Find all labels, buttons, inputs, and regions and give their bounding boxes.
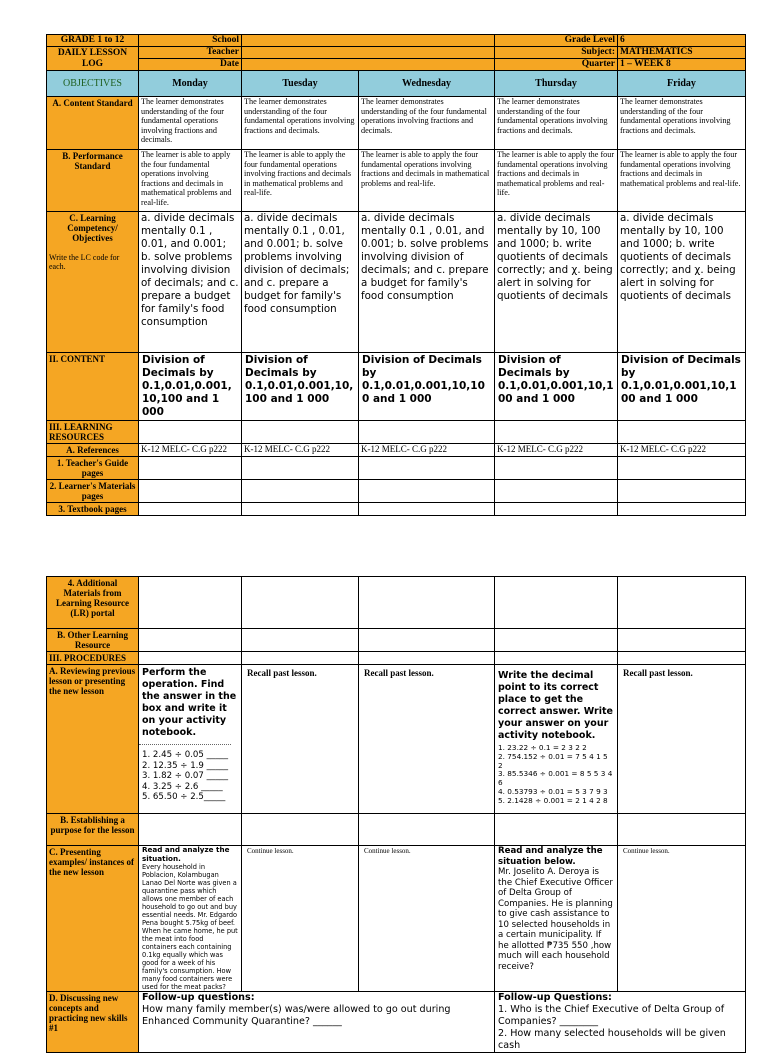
list-item: 4. 0.53793 ÷ 0.01 = 5 3 7 9 3	[498, 786, 608, 796]
tg-tue[interactable]	[242, 457, 359, 480]
thu-situation-text: Mr. Joselito A. Deroya is the Chief Executive Officer of Delta Group of Companies. He is planning to give cash assistance to 10 selected households in a certain municipality. If he allotted ₱735 550 ,how much will each household receive?	[498, 867, 613, 972]
subject-value[interactable]: MATHEMATICS	[618, 47, 746, 59]
other-tue[interactable]	[242, 629, 359, 652]
thu-review-instructions: Write the decimal point to its correct place to get the correct answer. Write your answer on your activity notebook.	[498, 670, 613, 741]
other-fri[interactable]	[618, 629, 746, 652]
resources-thu[interactable]	[495, 421, 618, 444]
presenting-label: C. Presenting examples/ instances of the new lesson	[47, 846, 139, 992]
proc-fri[interactable]	[618, 652, 746, 665]
resources-label: III. LEARNING RESOURCES	[47, 421, 139, 444]
presenting-fri[interactable]: Continue lesson.	[618, 846, 746, 992]
add-tue[interactable]	[242, 577, 359, 629]
add-fri[interactable]	[618, 577, 746, 629]
tb-tue[interactable]	[242, 503, 359, 516]
content-standard-label: A. Content Standard	[47, 97, 139, 150]
est-tue[interactable]	[242, 814, 359, 846]
content-wed[interactable]: Division of Decimals by 0.1,0.01,0.001,10,10 0 and 1 000	[359, 353, 495, 421]
content-standard-mon[interactable]: The learner demonstrates understanding of the four fundamental operations involving fractions and decimals.	[139, 97, 242, 150]
competency-note: Write the LC code for each.	[49, 253, 120, 271]
content-standard-fri[interactable]: The learner demonstrates understanding of the four fundamental operations involving fractions and decimals.	[618, 97, 746, 150]
add-thu[interactable]	[495, 577, 618, 629]
proc-wed[interactable]	[359, 652, 495, 665]
reviewing-wed[interactable]: Recall past lesson.	[359, 665, 495, 814]
discussing-mon[interactable]	[139, 992, 495, 1053]
mon-review-items	[139, 750, 241, 803]
textbook-pages-label: 3. Textbook pages	[47, 503, 139, 516]
mon-situation-text: Every household in Poblacion, Kolambugan Lanao Del Norte was given a quarantine pass which allows one member of each household to go out and buy essential needs. Mr. Edgardo Pena bought 5.75kg of beef. When he came home, he put the meat into food containers each containing 0.1kg equally which was good for a week of his family's consumption. How many food containers were used for the meat packs?	[142, 863, 238, 991]
content-tue[interactable]: Division of Decimals by 0.1,0.01,0.001,10, 100 and 1 000	[242, 353, 359, 421]
list-item: 1. 23.22 ÷ 0.1 = 2 3 2 2	[498, 743, 587, 752]
resources-fri[interactable]	[618, 421, 746, 444]
lesson-log-table-bottom	[46, 576, 746, 1053]
performance-standard-label: B. Performance Standard	[47, 150, 139, 212]
proc-thu[interactable]	[495, 652, 618, 665]
competency-thu[interactable]: a. divide decimals mentally by 10, 100 and 1000; b. write quotients of decimals correctly; and χ. being alert in solving for quotients of decimals	[495, 212, 618, 353]
teacher-label: Teacher	[139, 47, 242, 59]
est-fri[interactable]	[618, 814, 746, 846]
thu-followup-2: 2. How many selected households will be given cash	[498, 1028, 726, 1051]
other-wed[interactable]	[359, 629, 495, 652]
discussing-label: D. Discussing new concepts and practicing new skills #1	[47, 992, 139, 1053]
content-standard-tue[interactable]: The learner demonstrates understanding of the four fundamental operations involving fractions and decimals.	[242, 97, 359, 150]
thu-followup-1: 1. Who is the Chief Executive of Delta Group of Companies? ________	[498, 1004, 725, 1027]
grade-level-label: Grade Level	[495, 35, 618, 47]
competency-mon[interactable]: a. divide decimals mentally 0.1 , 0.01, and 0.001; b. solve problems involving division of decimals; and c. prepare a budget for family's food consumption	[139, 212, 242, 353]
proc-mon[interactable]	[139, 652, 242, 665]
teachers-guide-label: 1. Teacher's Guide pages	[47, 457, 139, 480]
discussing-thu[interactable]	[495, 992, 746, 1053]
list-item: 1. 2.45 ÷ 0.05 _____	[142, 750, 229, 760]
est-mon[interactable]	[139, 814, 242, 846]
date-label: Date	[139, 59, 242, 71]
references-label: A. References	[47, 444, 139, 457]
tg-thu[interactable]	[495, 457, 618, 480]
thu-situation-title: Read and analyze the situation below.	[498, 846, 603, 867]
competency-tue[interactable]: a. divide decimals mentally 0.1 , 0.01, and 0.001; b. solve problems involving division of decimals; and c. prepare a budget for family's food consumption	[242, 212, 359, 353]
reviewing-thu[interactable]	[495, 665, 618, 814]
additional-materials-label: 4. Additional Materials from Learning Resource (LR) portal	[47, 577, 139, 629]
teacher-value[interactable]	[242, 47, 495, 59]
lm-mon[interactable]	[139, 480, 242, 503]
day-monday: Monday	[139, 71, 242, 97]
list-item: 3. 85.5346 ÷ 0.001 = 8 5 5 3 4 6	[498, 769, 613, 788]
other-thu[interactable]	[495, 629, 618, 652]
tg-mon[interactable]	[139, 457, 242, 480]
presenting-tue[interactable]: Continue lesson.	[242, 846, 359, 992]
presenting-wed[interactable]: Continue lesson.	[359, 846, 495, 992]
reviewing-fri[interactable]: Recall past lesson.	[618, 665, 746, 814]
tb-wed[interactable]	[359, 503, 495, 516]
learners-materials-label: 2. Learner's Materials pages	[47, 480, 139, 503]
procedures-label: III. PROCEDURES	[47, 652, 139, 665]
day-thursday: Thursday	[495, 71, 618, 97]
quarter-label: Quarter	[495, 59, 618, 71]
add-mon[interactable]	[139, 577, 242, 629]
tg-wed[interactable]	[359, 457, 495, 480]
list-item: 3. 1.82 ÷ 0.07 _____	[142, 771, 229, 781]
school-label: School	[139, 35, 242, 47]
proc-tue[interactable]	[242, 652, 359, 665]
content-fri[interactable]: Division of Decimals by 0.1,0.01,0.001,10,1 00 and 1 000	[618, 353, 746, 421]
reference-wed[interactable]: K-12 MELC- C.G p222	[359, 444, 495, 457]
tb-thu[interactable]	[495, 503, 618, 516]
lesson-log-table-top	[46, 34, 746, 516]
other-mon[interactable]	[139, 629, 242, 652]
school-value[interactable]	[242, 35, 495, 47]
reference-thu[interactable]: K-12 MELC- C.G p222	[495, 444, 618, 457]
lm-thu[interactable]	[495, 480, 618, 503]
mon-followup-title: Follow-up questions:	[142, 992, 255, 1003]
list-item: 5. 65.50 ÷ 2.5_____	[142, 792, 226, 802]
tb-mon[interactable]	[139, 503, 242, 516]
establishing-label: B. Establishing a purpose for the lesson	[47, 814, 139, 846]
competency-wed[interactable]: a. divide decimals mentally 0.1 , 0.01, and 0.001; b. solve problems involving division of decimals; and c. prepare a budget for family's food consumption	[359, 212, 495, 353]
mon-situation-title: Read and analyze the situation.	[142, 845, 230, 863]
day-tuesday: Tuesday	[242, 71, 359, 97]
performance-standard-tue[interactable]: The learner is able to apply the four fundamental operations involving fractions and decimals in mathematical problems and real-life.	[242, 150, 359, 212]
add-wed[interactable]	[359, 577, 495, 629]
content-label: II. CONTENT	[47, 353, 139, 421]
thu-followup-title: Follow-up Questions:	[498, 992, 612, 1003]
performance-standard-fri[interactable]: The learner is able to apply the four fundamental operations involving fractions and decimals in mathematical problems and real-life.	[618, 150, 746, 212]
est-thu[interactable]	[495, 814, 618, 846]
lm-tue[interactable]	[242, 480, 359, 503]
reviewing-mon[interactable]	[139, 665, 242, 814]
subject-label: Subject:	[495, 47, 618, 59]
log-title: DAILY LESSON LOG	[47, 47, 139, 71]
content-mon[interactable]: Division of Decimals by 0.1,0.01,0.001, 10,100 and 1 000	[139, 353, 242, 421]
thu-review-items	[495, 744, 617, 806]
day-friday: Friday	[618, 71, 746, 97]
content-standard-thu[interactable]: The learner demonstrates understanding of the four fundamental operations involving fractions and decimals.	[495, 97, 618, 150]
list-item: 2. 754.152 ÷ 0.01 = 7 5 4 1 5 2	[498, 751, 608, 770]
quarter-value[interactable]: 1 – WEEK 8	[618, 59, 746, 71]
tb-fri[interactable]	[618, 503, 746, 516]
list-item: 5. 2.1428 ÷ 0.001 = 2 1 4 2 8	[498, 795, 608, 805]
grade-level-value[interactable]: 6	[618, 35, 746, 47]
lm-fri[interactable]	[618, 480, 746, 503]
mon-followup-text: How many family member(s) was/were allowed to go out during Enhanced Community Quarantine? ______	[142, 1004, 451, 1027]
day-wednesday: Wednesday	[359, 71, 495, 97]
other-resource-label: B. Other Learning Resource	[47, 629, 139, 652]
competency-label-cell	[47, 212, 139, 353]
list-item: 2. 12.35 ÷ 1.9 _____	[142, 760, 229, 771]
reference-mon[interactable]: K-12 MELC- C.G p222	[139, 444, 242, 457]
competency-label: C. Learning Competency/ Objectives	[67, 213, 118, 243]
est-wed[interactable]	[359, 814, 495, 846]
tg-fri[interactable]	[618, 457, 746, 480]
reference-tue[interactable]: K-12 MELC- C.G p222	[242, 444, 359, 457]
content-thu[interactable]: Division of Decimals by 0.1,0.01,0.001,10,1 00 and 1 000	[495, 353, 618, 421]
objectives-label: OBJECTIVES	[47, 71, 139, 97]
reference-fri[interactable]: K-12 MELC- C.G p222	[618, 444, 746, 457]
performance-standard-mon[interactable]: The learner is able to apply the four fundamental operations involving fractions and decimals in mathematical problems and real-life.	[139, 150, 242, 212]
performance-standard-thu[interactable]: The learner is able to apply the four fundamental operations involving fractions and decimals in mathematical problems and real-life.	[495, 150, 618, 212]
date-value[interactable]	[242, 59, 495, 71]
resources-wed[interactable]	[359, 421, 495, 444]
presenting-thu[interactable]	[495, 846, 618, 992]
lm-wed[interactable]	[359, 480, 495, 503]
presenting-mon[interactable]	[139, 846, 242, 992]
performance-standard-wed[interactable]: The learner is able to apply the four fundamental operations involving fractions and decimals in mathematical problems and real-life.	[359, 150, 495, 212]
resources-mon[interactable]	[139, 421, 242, 444]
grade-range: GRADE 1 to 12	[47, 35, 139, 47]
list-item: 4. 3.25 ÷ 2.6 _____	[142, 781, 223, 792]
reviewing-label: A. Reviewing previous lesson or presenting the new lesson	[47, 665, 139, 814]
resources-tue[interactable]	[242, 421, 359, 444]
reviewing-tue[interactable]: Recall past lesson.	[242, 665, 359, 814]
competency-fri[interactable]: a. divide decimals mentally by 10, 100 and 1000; b. write quotients of decimals correctly; and χ. being alert in solving for quotients of decimals	[618, 212, 746, 353]
mon-review-instructions: Perform the operation. Find the answer in the box and write it on your activity notebook.	[142, 667, 237, 738]
answer-box-divider	[139, 744, 231, 748]
content-standard-wed[interactable]: The learner demonstrates understanding of the four fundamental operations involving fractions and decimals.	[359, 97, 495, 150]
